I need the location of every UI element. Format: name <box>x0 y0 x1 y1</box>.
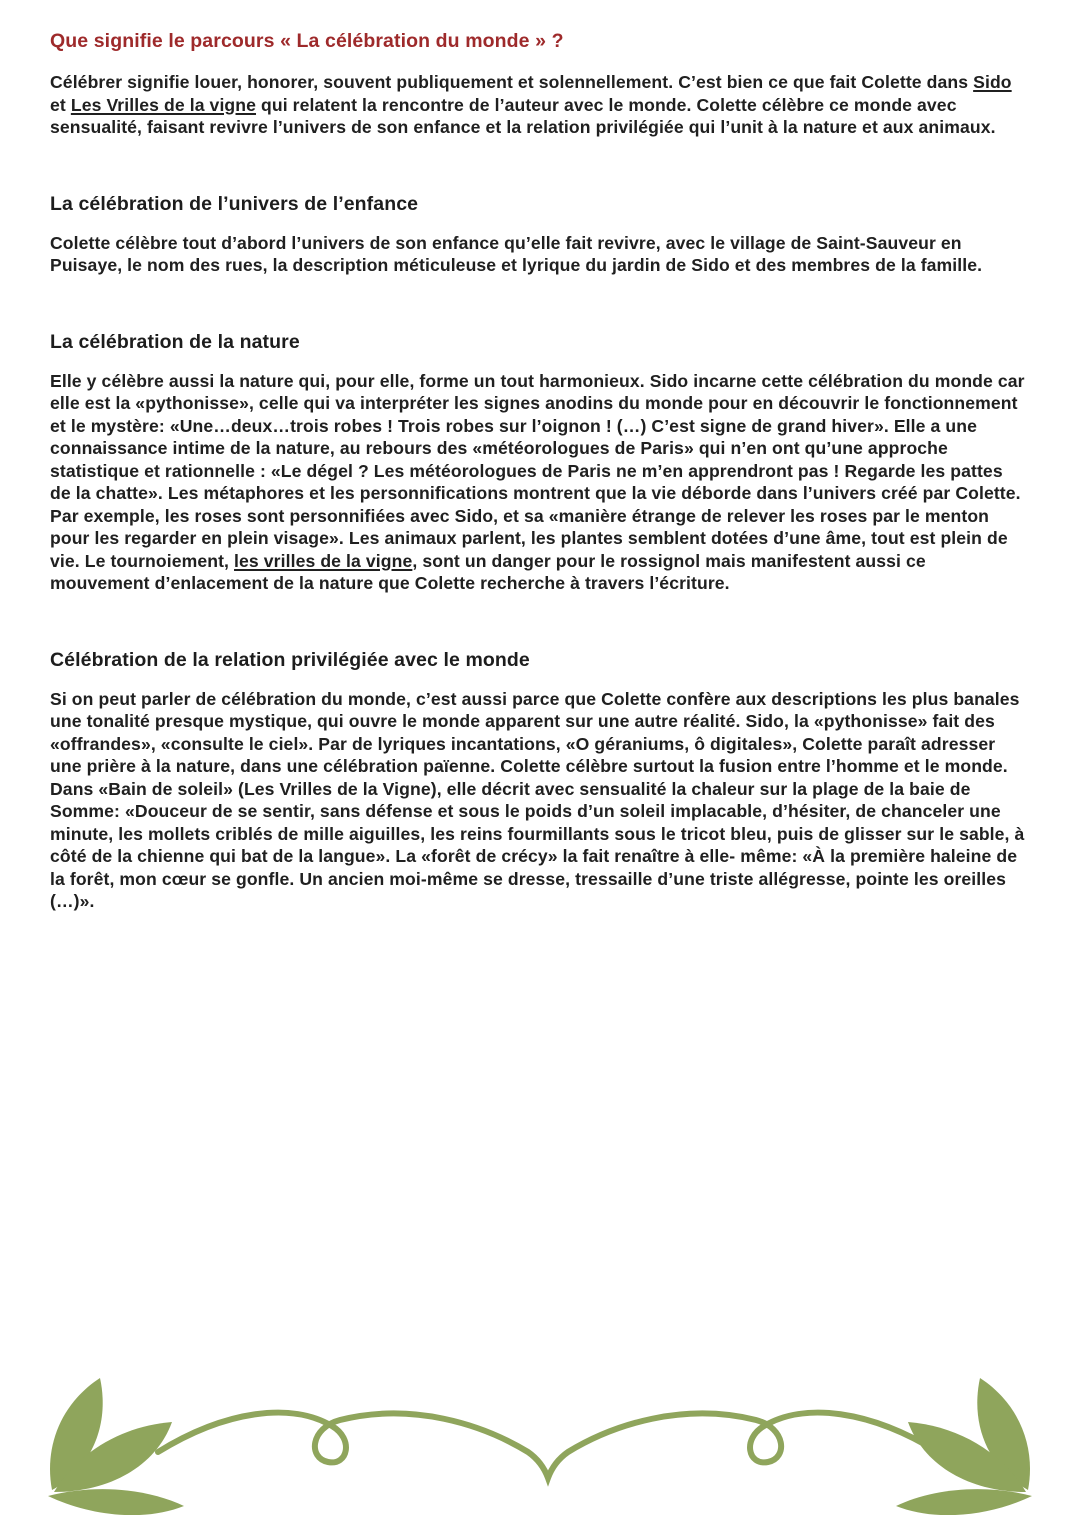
underlined-title-sido: Sido <box>973 72 1012 92</box>
text-segment: Si on peut parler de célébration du monde, c’est aussi parce que Colette confère aux descriptions les plus banales une tonalité presque mystique, qui ouvre le monde apparent sur une autre réalité. Sido, la «pythonisse» fait des «offrandes», «consulte le ciel». Par de lyriques incantations, «O géraniums, ô digitales», Colette paraît adresser une prière à la nature, dans une célébration païenne. Colette célèbre surtout la fusion entre l’homme et le monde. Dans «Bain de soleil» (Les Vrilles de la Vigne), elle décrit avec sensualité la chaleur sur la plage de la baie de Somme: «Douceur de se sentir, sans défense et sous le poids d’un soleil implacable, d’hésiter, de chanceler une minute, les mollets criblés de mille aiguilles, les reins fourmillants sous le tricot bleu, puis de glisser sur le sable, à côté de la chienne qui bat de la langue». La «forêt de crécy» la fait renaître à elle- même: «À la première haleine de la forêt, mon cœur se gonfle. Un ancien moi-même se dresse, tressaille d’une triste allégresse, pointe les oreilles (…)». <box>50 688 1025 912</box>
paragraph-nature <box>50 370 1028 595</box>
vine-ornament <box>0 1340 1080 1515</box>
leaf-icon <box>48 1489 184 1515</box>
section-heading-relation: Célébration de la relation privilégiée avec le monde <box>50 648 530 671</box>
text-segment: Elle y célèbre aussi la nature qui, pour elle, forme un tout harmonieux. Sido incarne cette célébration du monde car elle est la «pythonisse», celle qui va interpréter les signes anodins du monde pour en découvrir le fonctionnement et le mystère: «Une…deux…trois robes ! Trois robes sur l’oignon ! (…) C’est signe de grand hiver». Elle a une connaissance intime de la nature, au rebours des «météorologues de Paris» qui n’en ont qu’une approche statistique et rationnelle : «Le dégel ? Les météorologues de Paris ne m’en apprendront pas ! Regarde les pattes de la chatte». Les métaphores et les personnifications montrent que la vie déborde dans l’univers créé par Colette. Par exemple, les roses sont personnifiées avec Sido, et sa «manière étrange de relever les roses par le menton pour les regarder en plein visage». Les animaux parlent, les plantes semblent dotées d’une âme, tout est plein de vie. Le tournoiement, <box>50 370 1025 571</box>
text-segment: Colette célèbre tout d’abord l’univers de son enfance qu’elle fait revivre, avec le village de Saint-Sauveur en Puisaye, le nom des rues, la description méticuleuse et lyrique du jardin de Sido et des membres de la famille. <box>50 232 983 276</box>
right-leaf-cluster <box>896 1378 1032 1515</box>
text-segment: Célébrer signifie louer, honorer, souvent publiquement et solennellement. C’est bien ce que fait Colette dans <box>50 72 974 92</box>
text-segment: , sont un danger pour le rossignol mais manifestent aussi ce mouvement d’enlacement de la nature que Colette recherche à travers l’écriture. <box>50 550 926 594</box>
leaf-icon <box>896 1489 1032 1515</box>
underlined-title-vrilles: Les Vrilles de la vigne <box>70 94 257 115</box>
section-heading-nature: La célébration de la nature <box>50 330 300 353</box>
underlined-title-vrilles-inline: les vrilles de la vigne <box>234 550 413 571</box>
paragraph-relation <box>50 688 1028 913</box>
text-segment: et <box>50 94 71 115</box>
vine-stem <box>158 1413 938 1478</box>
main-heading: Que signifie le parcours « La célébration du monde » ? <box>50 30 564 52</box>
section-heading-enfance: La célébration de l’univers de l’enfance <box>50 192 419 215</box>
paragraph-enfance <box>50 232 1028 277</box>
text-segment: qui relatent la rencontre de l’auteur avec le monde. Colette célèbre ce monde avec sensualité, faisant revivre l’univers de son enfance et la relation privilégiée qui l’unit à la nature et aux animaux. <box>50 94 996 138</box>
intro-paragraph <box>50 71 1028 139</box>
